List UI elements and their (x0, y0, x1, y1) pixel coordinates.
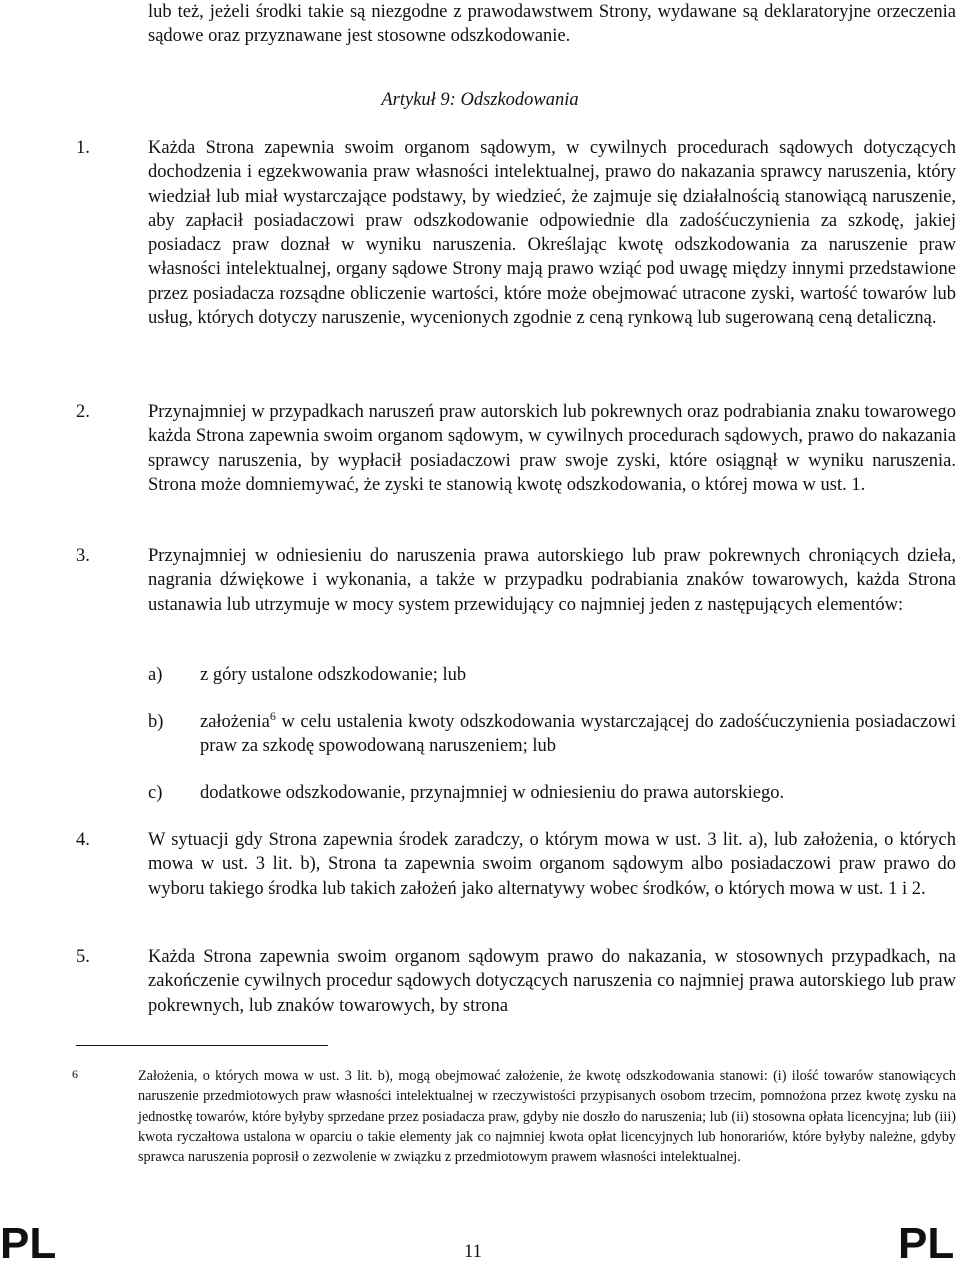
paragraph-number: 1. (76, 138, 90, 158)
sub-item-label: b) (148, 712, 164, 732)
paragraph-number: 4. (76, 830, 90, 850)
sub-item-text: z góry ustalone odszkodowanie; lub (200, 665, 467, 685)
footnote-reference[interactable]: 6 (269, 708, 276, 723)
sub-item-text (200, 710, 956, 759)
language-code-right: PL (898, 1219, 955, 1268)
footnote-mark: 6 (72, 1067, 78, 1081)
footnote-text: Założenia, o których mowa w ust. 3 lit. b), mogą obejmować założenie, że kwotę odszkodowania stanowi: (i) ilość towarów stanowiących naruszenie przedmiotowych praw własności intelektualnej w rzeczywistości przypisanych osobom trzecim, pomnożona przez kwotę zysku na jednostkę towarów, które byłyby sprzedane przez posiadacza praw, gdyby nie doszło do naruszenia; lub (ii) stosowna opłata licencyjna; lub (iii) kwota ryczałtowa ustalona w oparciu o takie elementy jak co najmniej kwota opłat licencyjnych lub honorariów, które byłyby należne, gdyby sprawca naruszenia poprosił o zezwolenie w związku z przedmiotowym prawem własności intelektualnej. (138, 1068, 956, 1166)
paragraph-number: 2. (76, 402, 90, 422)
language-code-left: PL (0, 1219, 57, 1268)
paragraph-text: Każda Strona zapewnia swoim organom sądowym, w cywilnych procedurach sądowych dotyczących dochodzenia i egzekwowania praw własności intelektualnej, prawo do nakazania sprawcy naruszenia, który wiedział lub miał wystarczające podstawy, by wiedzieć, że zajmuje się działalnością stanowiącą naruszenie, aby zapłacił posiadaczowi praw odszkodowanie odpowiednie dla zadośćuczynienia za szkodę, jakiej posiadacz praw doznał w wyniku naruszenia. Określając kwotę odszkodowania za naruszenie praw własności intelektualnej, organy sądowe Strony mają prawo wziąć pod uwagę między innymi przedstawione przez posiadacza rozsądne obliczenie wartości, które może obejmować utracone zyski, wartość towarów lub usług, których dotyczy naruszenie, wycenionych zgodnie z ceną rynkową lub sugerowaną ceną detaliczną. (148, 138, 956, 329)
paragraph-number: 3. (76, 546, 90, 566)
sub-item-text-rest: w celu ustalenia kwoty odszkodowania wystarczającej do zadośćuczynienia posiadaczowi praw za szkodę spowodowaną naruszeniem; lub (200, 712, 956, 757)
page-number: 11 (464, 1242, 482, 1262)
sub-item-text-start: założenia (200, 712, 270, 732)
paragraph-text: Każda Strona zapewnia swoim organom sądowym prawo do nakazania, w stosownych przypadkach, na zakończenie cywilnych procedur sądowych dotyczących naruszenia co najmniej prawa autorskiego lub praw pokrewnych, lub znaków towarowych, by strona (148, 947, 956, 1016)
paragraph-text: W sytuacji gdy Strona zapewnia środek zaradczy, o którym mowa w ust. 3 lit. a), lub założenia, o których mowa w ust. 3 lit. b), Strona ta zapewnia swoim organom sądowym albo posiadaczowi praw prawo do wyboru takiego środka lub takich założeń jako alternatywy wobec środków, o których mowa w ust. 1 i 2. (148, 830, 956, 899)
article-heading: Artykuł 9: Odszkodowania (381, 90, 579, 110)
continuation-text: lub też, jeżeli środki takie są niezgodne z prawodawstwem Strony, wydawane są deklaratoryjne orzeczenia sądowe oraz przyznawane jest stosowne odszkodowanie. (148, 2, 956, 47)
paragraph-text: Przynajmniej w odniesieniu do naruszenia prawa autorskiego lub praw pokrewnych chroniących dzieła, nagrania dźwiękowe i wykonania, a także w przypadku podrabiania znaków towarowych, każda Strona ustanawia lub utrzymuje w mocy system przewidujący co najmniej jeden z następujących elementów: (148, 546, 956, 615)
sub-item-label: a) (148, 665, 163, 685)
paragraph-text: Przynajmniej w przypadkach naruszeń praw autorskich lub pokrewnych oraz podrabiania znaku towarowego każda Strona zapewnia swoim organom sądowym, w cywilnych procedurach sądowych, prawo do nakazania sprawcy naruszenia, by wypłacił posiadaczowi praw swoje zyski, które osiągnął w wyniku naruszenia. Strona może domniemywać, że zyski te stanowią kwotę odszkodowania, o której mowa w ust. 1. (148, 402, 956, 495)
sub-item-text: dodatkowe odszkodowanie, przynajmniej w odniesieniu do prawa autorskiego. (200, 783, 785, 803)
paragraph-number: 5. (76, 947, 90, 967)
footnote-separator (76, 1045, 328, 1046)
sub-item-label: c) (148, 783, 163, 803)
